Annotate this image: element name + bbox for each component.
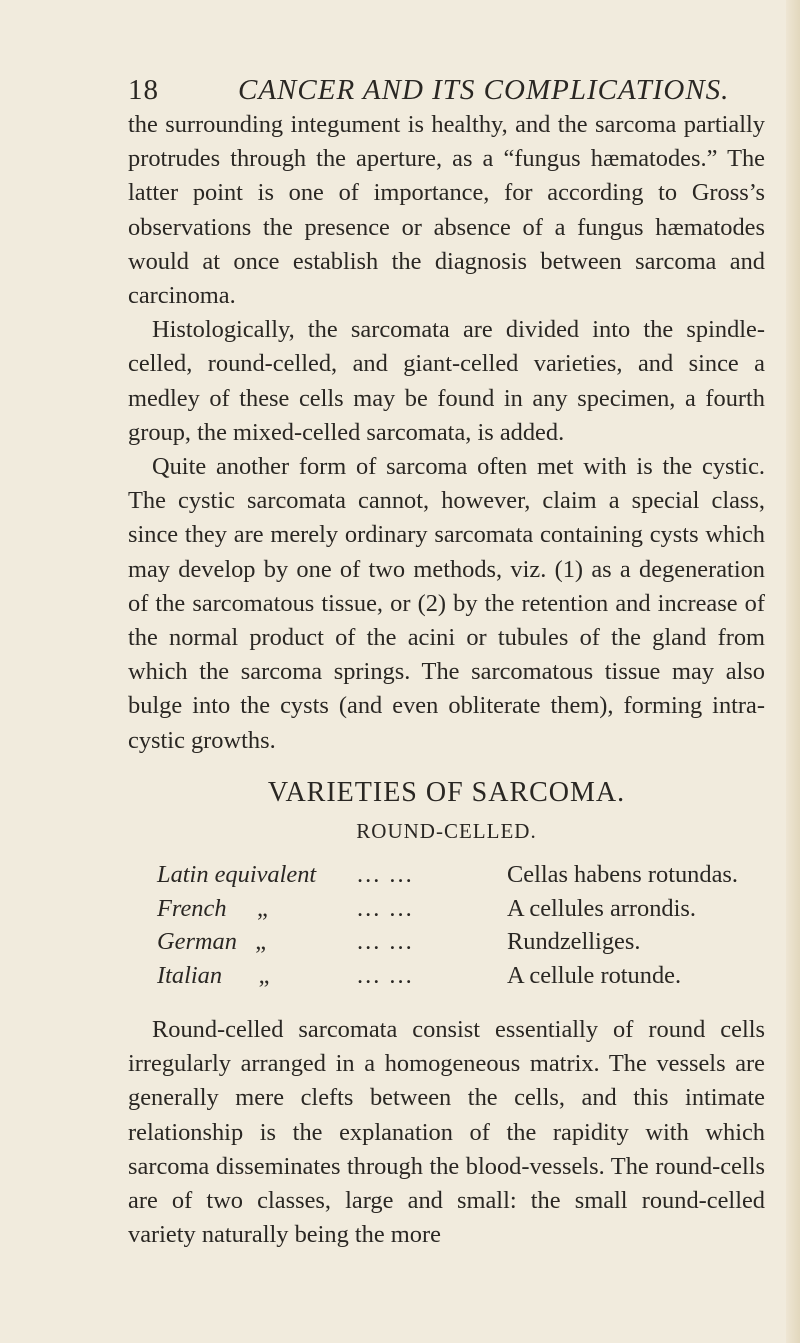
paragraph: the surrounding integument is healthy, and the sarcoma partially protrudes through the aperture, as a “fungus hæmatodes.” The latter point is one of importance, for according to Gross’s observations the presence or absence of a fungus hæmatodes would at once establish the diagnosis between sarcoma and carcinoma. [128,111,765,310]
leader-dots: ... ... [357,861,414,888]
paragraph: Quite another form of sarcoma often met with is the cystic. The cystic sarcomata cannot, however, claim a special class, since they are merely ordinary sarcomata containing cysts which may develop by one of two methods, viz. (1) as a degeneration of the sarcomatous tissue, or (2) by the retention and increase of the normal product of the acini or tubules of the gland from which the sarcoma springs. The sarcomatous tissue may also bulge into the cysts (and even obliterate them), forming intra-cystic growths. [128,453,765,754]
body-text-top [128,108,765,758]
equivalent-row [157,892,757,926]
equivalents-list [157,858,757,992]
language-label [157,858,357,892]
ditto-mark: „ [258,961,270,989]
equivalent-term: A cellule rotunde. [507,961,682,989]
ditto-mark: „ [255,928,267,955]
equivalent-row [157,925,757,959]
running-title: CANCER AND ITS COMPLICATIONS. [238,74,730,106]
body-text-bottom [128,1013,765,1252]
page-number: 18 [128,74,159,106]
section-subtitle: ROUND-CELLED. [356,819,537,843]
language-label [157,892,357,926]
language-label [157,925,357,959]
equivalent-term: Rundzelliges. [507,928,641,955]
equivalent-row [157,959,757,993]
page-edge [786,0,800,1343]
ditto-mark: „ [257,894,268,922]
leader-dots: ... ... [357,961,414,989]
leader-dots: ... ... [357,928,414,955]
paragraph: Round-celled sarcomata consist essentially of round cells irregularly arranged in a homogeneous matrix. The vessels are generally mere clefts between the cells, and this intimate relationship is the explanation of the rapidity with which sarcoma disseminates through the blood-vessels. The round-cells are of two classes, large and small: the small round-celled variety naturally being the more [128,1016,765,1249]
language-name: French [157,894,227,922]
equivalent-term: A cellules arrondis. [507,894,696,922]
leader-dots: ... ... [357,894,414,922]
equivalent-row [157,858,757,892]
paragraph: Histologically, the sarcomata are divided into the spindle-celled, round-celled, and giant-celled varieties, and since a medley of these cells may be found in any specimen, a fourth group, the mixed-celled sarcomata, is added. [128,316,765,446]
language-name: Latin equivalent [157,861,317,888]
language-name: Italian [157,961,223,989]
language-name: German [157,928,237,955]
equivalent-term: Cellas habens rotundas. [507,861,738,888]
page-header [128,74,730,107]
section-title: VARIETIES OF SARCOMA. [267,777,626,808]
language-label [157,959,357,993]
